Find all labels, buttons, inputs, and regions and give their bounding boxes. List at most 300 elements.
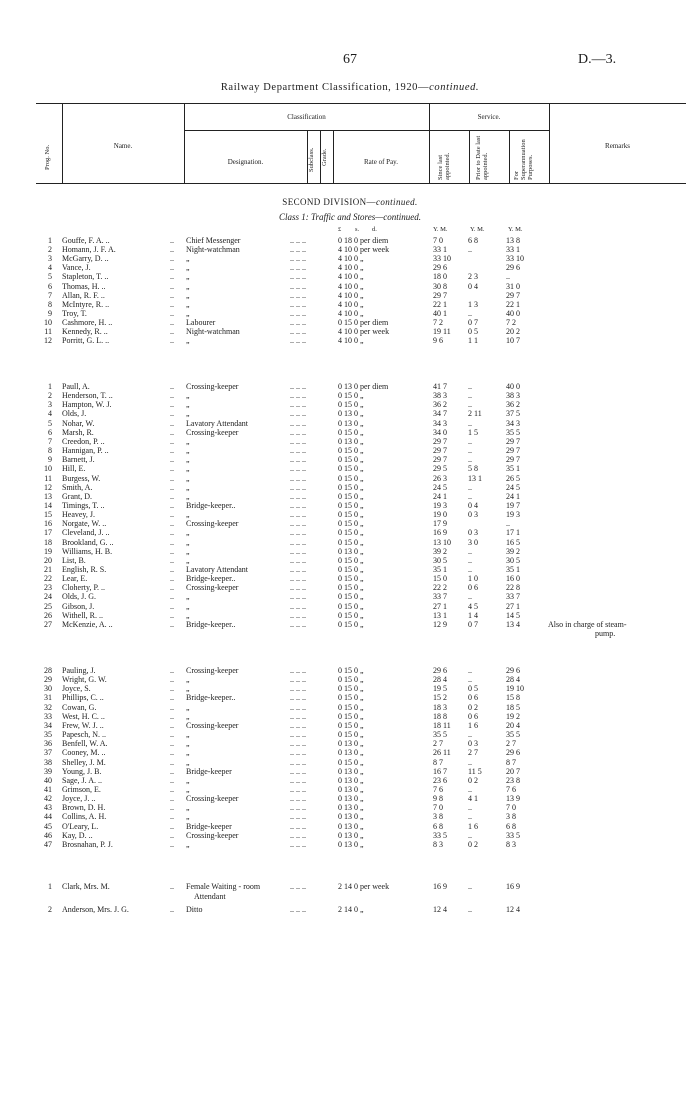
leader-dots: .. .. ..: [290, 720, 306, 730]
service-header: Service.: [477, 113, 501, 121]
service-superannuation: 13 9: [506, 794, 520, 804]
prog-no: 32: [44, 702, 52, 712]
service-superannuation: 20 2: [506, 327, 520, 336]
leader-dots: .. .. ..: [290, 905, 306, 914]
service-since-last: 7 2: [433, 317, 443, 327]
subclass-header: Subclass.: [308, 147, 315, 172]
prog-no: 42: [44, 794, 52, 804]
leader-dots: ..: [170, 794, 174, 804]
rate-of-pay: 0 13 0 „: [338, 418, 364, 428]
service-superannuation: 33 7: [506, 592, 520, 602]
leader-dots: ..: [170, 766, 174, 776]
service-superannuation: ..: [506, 519, 510, 529]
rate-of-pay: 4 10 0 per week: [338, 327, 390, 336]
prog-no: 33: [44, 711, 52, 721]
table-row: [0, 675, 700, 684]
service-superannuation: 3 8: [506, 812, 516, 822]
prog-no: 2: [48, 245, 52, 255]
service-superannuation: 36 2: [506, 400, 520, 410]
leader-dots: ..: [170, 473, 174, 483]
employee-name: Nohar, W.: [62, 418, 95, 428]
designation: „: [186, 537, 190, 547]
header-bottom-rule: [36, 183, 686, 184]
rate-of-pay: 0 13 0 „: [338, 748, 364, 758]
prog-no: 8: [48, 299, 52, 309]
employee-name: Cooney, M. ..: [62, 748, 106, 758]
rate-of-pay: 0 15 0 „: [338, 583, 364, 593]
service-superannuation: 10 7: [506, 336, 520, 346]
prog-no: 10: [44, 464, 52, 474]
service-superannuation: 28 4: [506, 675, 520, 685]
leader-dots: ..: [170, 905, 174, 914]
service-since-last: 29 7: [433, 436, 447, 446]
designation: „: [186, 299, 190, 309]
designation: „: [186, 464, 190, 474]
col-divider: [509, 130, 510, 183]
prog-no: 6: [48, 427, 52, 437]
service-since-last: 29 6: [433, 263, 447, 273]
leader-dots: ..: [170, 711, 174, 721]
class-heading: Class 1: Traffic and Stores—continued.: [279, 212, 421, 222]
leader-dots: ..: [170, 491, 174, 501]
service-superannuation: 37 5: [506, 409, 520, 419]
service-prior: 0 3: [468, 739, 478, 749]
designation: Bridge-keeper..: [186, 574, 236, 584]
designation: „: [186, 473, 190, 483]
leader-dots: .. .. ..: [290, 510, 306, 520]
designation: Chief Messenger: [186, 236, 241, 245]
employee-name: Shelley, J. M.: [62, 757, 106, 767]
service-since-last: 35 5: [433, 730, 447, 740]
leader-dots: ..: [170, 757, 174, 767]
employee-name: Cashmore, H. ..: [62, 317, 113, 327]
leader-dots: ..: [170, 882, 174, 891]
rate-of-pay: 0 13 0 „: [338, 784, 364, 794]
service-prior: ..: [468, 666, 472, 675]
leader-dots: .. .. ..: [290, 446, 306, 456]
service-prior: ..: [468, 382, 472, 391]
employee-name: Grimson, E.: [62, 784, 101, 794]
prog-no: 12: [44, 336, 52, 346]
leader-dots: ..: [170, 418, 174, 428]
rate-of-pay: 0 13 0 „: [338, 839, 364, 849]
service-superannuation: 14 5: [506, 610, 520, 620]
service-since-last: 7 0: [433, 236, 443, 245]
service-since-last: 26 11: [433, 748, 451, 758]
grade-header: Grade.: [321, 148, 328, 166]
service-superannuation: 33 1: [506, 245, 520, 255]
leader-dots: .. .. ..: [290, 317, 306, 327]
rate-of-pay: 0 15 0 „: [338, 500, 364, 510]
service-since-last: 17 9: [433, 519, 447, 529]
leader-dots: .. .. ..: [290, 528, 306, 538]
leader-dots: .. .. ..: [290, 684, 306, 694]
service-superannuation: 29 7: [506, 455, 520, 465]
employee-name: Cowan, G.: [62, 702, 97, 712]
leader-dots: ..: [170, 400, 174, 410]
employee-name: Barnett, J.: [62, 455, 95, 465]
service-prior: ..: [468, 391, 472, 401]
employee-name: Henderson, T. ..: [62, 391, 113, 401]
leader-dots: .. .. ..: [290, 748, 306, 758]
service-prior: 1 5: [468, 427, 478, 437]
service-since-last: 2 7: [433, 739, 443, 749]
service-prior: ..: [468, 757, 472, 767]
prog-no: 18: [44, 537, 52, 547]
table-row: [0, 712, 700, 721]
rate-of-pay: 4 10 0 „: [338, 254, 364, 264]
rate-of-pay: 0 15 0 „: [338, 610, 364, 620]
designation: Crossing-keeper: [186, 427, 239, 437]
leader-dots: ..: [170, 236, 174, 245]
leader-dots: ..: [170, 555, 174, 565]
leader-dots: .. .. ..: [290, 299, 306, 309]
table-row: [0, 882, 700, 891]
service-prior: ..: [468, 446, 472, 456]
leader-dots: ..: [170, 812, 174, 822]
leader-dots: ..: [170, 702, 174, 712]
service-since-last: 27 1: [433, 601, 447, 611]
rate-of-pay: 0 15 0 „: [338, 592, 364, 602]
superannuation-header: For Superannuation Purposes.: [513, 139, 534, 180]
service-since-last: 29 5: [433, 464, 447, 474]
service-superannuation: 24 1: [506, 491, 520, 501]
rate-of-pay: 0 15 0 „: [338, 482, 364, 492]
table-row: [0, 583, 700, 592]
since-last-header: Since last appointed.: [437, 152, 451, 180]
remarks-header: Remarks: [605, 142, 630, 150]
rate-of-pay: 4 10 0 „: [338, 281, 364, 291]
employee-name: West, H. C. ..: [62, 711, 105, 721]
designation: „: [186, 546, 190, 556]
table-row: [0, 245, 700, 254]
service-prior: ..: [468, 905, 472, 914]
employee-name: Gibson, J.: [62, 601, 95, 611]
service-prior: 0 2: [468, 775, 478, 785]
rate-of-pay: 2 14 0 „: [338, 905, 364, 914]
classification-header: Classification: [287, 113, 326, 121]
designation: Labourer: [186, 317, 216, 327]
rate-of-pay: 0 15 0 „: [338, 757, 364, 767]
prog-no: 1: [48, 236, 52, 245]
service-prior: 1 6: [468, 821, 478, 831]
designation: „: [186, 510, 190, 520]
employee-name: Heavey, J.: [62, 510, 96, 520]
table-row: [0, 739, 700, 748]
leader-dots: .. .. ..: [290, 821, 306, 831]
rate-of-pay: 4 10 0 „: [338, 290, 364, 300]
header-top-rule: [36, 103, 686, 104]
prog-no: 11: [44, 327, 52, 336]
employee-name: O'Leary, L.: [62, 821, 99, 831]
rate-of-pay: 0 15 0 „: [338, 391, 364, 401]
service-superannuation: ..: [506, 272, 510, 282]
leader-dots: .. .. ..: [290, 766, 306, 776]
rate-of-pay: 0 15 0 „: [338, 666, 364, 675]
leader-dots: .. .. ..: [290, 418, 306, 428]
prog-no: 2: [48, 905, 52, 914]
rate-of-pay: 0 13 0 „: [338, 794, 364, 804]
service-prior: ..: [468, 555, 472, 565]
service-prior: 13 1: [468, 473, 482, 483]
leader-dots: .. .. ..: [290, 290, 306, 300]
table-row: [0, 721, 700, 730]
rate-of-pay: 0 15 0 „: [338, 730, 364, 740]
leader-dots: .. .. ..: [290, 830, 306, 840]
service-prior: ..: [468, 436, 472, 446]
service-superannuation: 22 1: [506, 299, 520, 309]
service-prior: 0 7: [468, 317, 478, 327]
section-heading: [0, 197, 700, 207]
designation: Bridge-keeper: [186, 821, 232, 831]
leader-dots: .. .. ..: [290, 574, 306, 584]
employee-name: Grant, D.: [62, 491, 92, 501]
service-prior: ..: [468, 882, 472, 891]
leader-dots: ..: [170, 730, 174, 740]
designation: „: [186, 803, 190, 813]
service-prior: 0 2: [468, 702, 478, 712]
service-superannuation: 8 3: [506, 839, 516, 849]
service-since-last: 18 8: [433, 711, 447, 721]
service-superannuation: 18 5: [506, 702, 520, 712]
designation: Crossing-keeper: [186, 830, 239, 840]
service-since-last: 40 1: [433, 308, 447, 318]
leader-dots: .. .. ..: [290, 245, 306, 255]
prog-no: 40: [44, 775, 52, 785]
service-prior: ..: [468, 784, 472, 794]
service-prior: 2 3: [468, 272, 478, 282]
service-prior: 0 6: [468, 711, 478, 721]
leader-dots: .. .. ..: [290, 803, 306, 813]
leader-dots: ..: [170, 803, 174, 813]
prog-no: 9: [48, 308, 52, 318]
employee-name: Brookland, G. ..: [62, 537, 114, 547]
service-superannuation: 35 1: [506, 565, 520, 574]
service-since-last: 35 1: [433, 565, 447, 574]
rate-of-pay: 0 13 0 „: [338, 409, 364, 419]
designation: Crossing-keeper: [186, 720, 239, 730]
units-shillings: s.: [355, 226, 360, 233]
designation: „: [186, 748, 190, 758]
prog-no: 29: [44, 675, 52, 685]
employee-name: Brosnahan, P. J.: [62, 839, 113, 849]
table-row: [0, 282, 700, 291]
leader-dots: ..: [170, 546, 174, 556]
employee-name: Hannigan, P. ..: [62, 446, 109, 456]
service-prior: ..: [468, 245, 472, 255]
service-superannuation: 2 7: [506, 739, 516, 749]
service-since-last: 29 7: [433, 290, 447, 300]
employee-name: Brown, D. H.: [62, 803, 106, 813]
running-title: [0, 82, 700, 93]
table-row: [0, 510, 700, 519]
table-row: [0, 905, 700, 914]
designation: „: [186, 739, 190, 749]
designation: Female Waiting - room: [186, 882, 261, 891]
service-prior: 4 5: [468, 601, 478, 611]
prog-no: 15: [44, 510, 52, 520]
designation: Crossing-keeper: [186, 666, 239, 675]
service-superannuation: 33 10: [506, 254, 524, 264]
designation: „: [186, 757, 190, 767]
designation: Crossing-keeper: [186, 794, 239, 804]
designation: Bridge-keeper..: [186, 500, 236, 510]
table-row: [0, 528, 700, 537]
rate-of-pay: 0 15 0 „: [338, 693, 364, 703]
table-row: [0, 437, 700, 446]
running-title-continued: continued.: [429, 82, 480, 93]
table-row: [0, 519, 700, 528]
table-row: [0, 309, 700, 318]
leader-dots: .. .. ..: [290, 739, 306, 749]
leader-dots: ..: [170, 409, 174, 419]
designation: „: [186, 711, 190, 721]
service-superannuation: 35 5: [506, 427, 520, 437]
leader-dots: .. .. ..: [290, 336, 306, 346]
service-superannuation: 19 10: [506, 684, 524, 694]
employee-name: Norgate, W. ..: [62, 519, 107, 529]
designation: „: [186, 254, 190, 264]
designation: „: [186, 336, 190, 346]
prog-no: 38: [44, 757, 52, 767]
leader-dots: .. .. ..: [290, 327, 306, 336]
designation: „: [186, 290, 190, 300]
table-row: [0, 254, 700, 263]
prog-no: 22: [44, 574, 52, 584]
service-superannuation: 35 1: [506, 464, 520, 474]
employee-name: Phillips, C. ..: [62, 693, 104, 703]
leader-dots: ..: [170, 839, 174, 849]
employee-name: Burgess, W.: [62, 473, 101, 483]
rate-of-pay: 4 10 0 „: [338, 308, 364, 318]
col-divider: [333, 130, 334, 183]
leader-dots: ..: [170, 427, 174, 437]
rate-of-pay: 0 13 0 „: [338, 739, 364, 749]
prog-no: 44: [44, 812, 52, 822]
employee-name: Allan, R. F. ..: [62, 290, 105, 300]
prog-no: 23: [44, 583, 52, 593]
service-since-last: 19 0: [433, 510, 447, 520]
table-row: [0, 492, 700, 501]
designation: „: [186, 702, 190, 712]
prog-no: 8: [48, 446, 52, 456]
service-prior: 1 0: [468, 574, 478, 584]
employee-name: McKenzie, A. ..: [62, 619, 113, 629]
prog-no: 19: [44, 546, 52, 556]
table-row: [0, 684, 700, 693]
prog-no: 24: [44, 592, 52, 602]
employee-name: Kay, D. ..: [62, 830, 93, 840]
leader-dots: ..: [170, 720, 174, 730]
designation: „: [186, 528, 190, 538]
leader-dots: ..: [170, 272, 174, 282]
service-superannuation: 29 6: [506, 666, 520, 675]
designation: „: [186, 730, 190, 740]
designation: „: [186, 592, 190, 602]
prog-no: 43: [44, 803, 52, 813]
employee-name: Williams, H. B.: [62, 546, 113, 556]
leader-dots: .. .. ..: [290, 693, 306, 703]
col-divider: [469, 130, 470, 183]
leader-dots: .. .. ..: [290, 427, 306, 437]
units-years-months: Y. M.: [433, 226, 448, 233]
service-superannuation: 19 7: [506, 500, 520, 510]
table-row: [0, 730, 700, 739]
service-prior: ..: [468, 730, 472, 740]
designation: „: [186, 272, 190, 282]
designation: „: [186, 409, 190, 419]
prog-no: 11: [44, 473, 52, 483]
designation: „: [186, 610, 190, 620]
leader-dots: .. .. ..: [290, 391, 306, 401]
table-row: [0, 327, 700, 336]
service-prior: 0 7: [468, 619, 478, 629]
table-row: [0, 291, 700, 300]
leader-dots: ..: [170, 500, 174, 510]
table-row: [0, 794, 700, 803]
service-prior: 0 4: [468, 500, 478, 510]
leader-dots: .. .. ..: [290, 592, 306, 602]
service-since-last: 22 1: [433, 299, 447, 309]
leader-dots: .. .. ..: [290, 711, 306, 721]
table-row: [0, 391, 700, 400]
leader-dots: ..: [170, 666, 174, 675]
leader-dots: .. .. ..: [290, 464, 306, 474]
leader-dots: .. .. ..: [290, 619, 306, 629]
service-rule: [429, 130, 549, 131]
employee-name: Timings, T. ..: [62, 500, 105, 510]
units-pence: d.: [372, 226, 377, 233]
service-superannuation: 31 0: [506, 281, 520, 291]
leader-dots: ..: [170, 391, 174, 401]
rate-of-pay: 4 10 0 „: [338, 299, 364, 309]
service-since-last: 41 7: [433, 382, 447, 391]
service-superannuation: 13 4: [506, 619, 520, 629]
service-superannuation: 26 5: [506, 473, 520, 483]
service-since-last: 15 2: [433, 693, 447, 703]
service-since-last: 26 3: [433, 473, 447, 483]
leader-dots: ..: [170, 592, 174, 602]
leader-dots: .. .. ..: [290, 436, 306, 446]
rate-of-pay: 4 10 0 „: [338, 272, 364, 282]
leader-dots: .. .. ..: [290, 812, 306, 822]
employee-name: Sage, J. A. ..: [62, 775, 102, 785]
table-row: [0, 263, 700, 272]
table-row: [0, 556, 700, 565]
service-since-last: 16 7: [433, 766, 447, 776]
prog-no: 4: [48, 263, 52, 273]
leader-dots: .. .. ..: [290, 400, 306, 410]
designation: „: [186, 455, 190, 465]
service-prior: 0 3: [468, 528, 478, 538]
remarks-continuation: [0, 629, 700, 638]
service-superannuation: 24 5: [506, 482, 520, 492]
leader-dots: ..: [170, 821, 174, 831]
service-superannuation: 29 6: [506, 748, 520, 758]
prog-no: 1: [48, 882, 52, 891]
table-row: [0, 611, 700, 620]
service-prior: 1 4: [468, 610, 478, 620]
leader-dots: .. .. ..: [290, 537, 306, 547]
service-since-last: 8 7: [433, 757, 443, 767]
designation: „: [186, 839, 190, 849]
rate-of-pay: 0 13 0 „: [338, 775, 364, 785]
rate-of-pay: 0 15 0 „: [338, 574, 364, 584]
service-since-last: 16 9: [433, 882, 447, 891]
service-prior: ..: [468, 546, 472, 556]
service-superannuation: 29 6: [506, 263, 520, 273]
service-superannuation: 7 6: [506, 784, 516, 794]
